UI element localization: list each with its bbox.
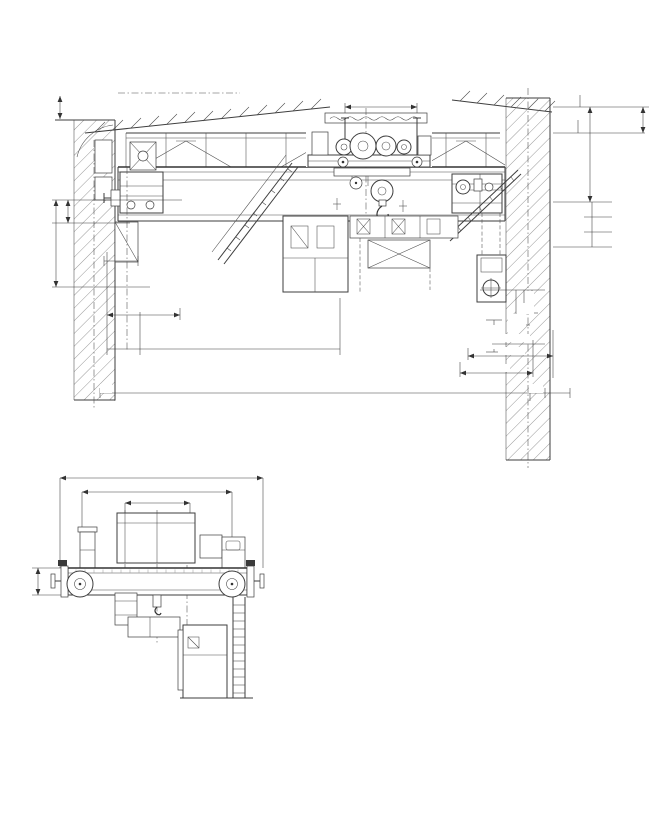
bridge-girder bbox=[118, 167, 505, 221]
hook-assembly bbox=[333, 176, 407, 221]
side-view-drawing bbox=[30, 465, 330, 710]
roof-beam-section bbox=[325, 113, 427, 123]
side-cab-and-ladder bbox=[115, 593, 253, 698]
ceiling-hatch-left bbox=[95, 99, 321, 132]
end-carriage-right bbox=[452, 174, 506, 302]
driver-cab bbox=[283, 216, 458, 292]
product-description bbox=[331, 479, 648, 490]
trolley-crab bbox=[306, 103, 432, 232]
